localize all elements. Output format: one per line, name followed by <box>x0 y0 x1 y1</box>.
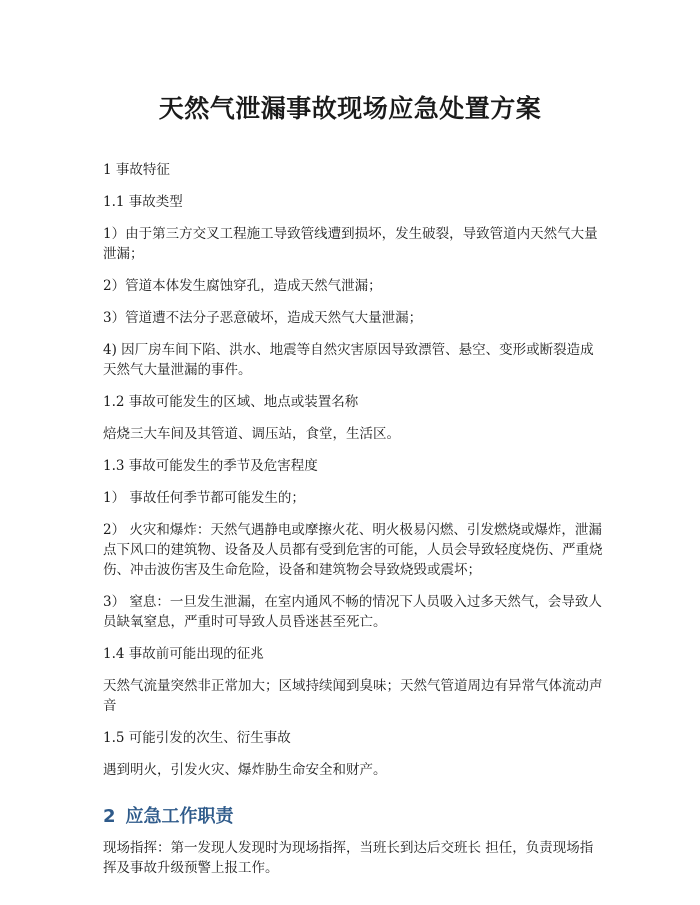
section-1-heading: 1 事故特征 <box>103 162 170 178</box>
list-item-accident-type-1: 1）由于第三方交叉工程施工导致管线遭到损坏，发生破裂，导致管道内天然气大量泄漏； <box>103 226 598 262</box>
list-item-accident-type-3: 3）管道遭不法分子恶意破坏，造成天然气大量泄漏； <box>103 310 423 326</box>
document-body <box>103 160 603 890</box>
paragraph-secondary-accidents: 遇到明火，引发火灾、爆炸胁生命安全和财产。 <box>103 762 387 778</box>
subsection-1-1-heading: 1.1 事故类型 <box>103 194 183 210</box>
subsection-1-5-heading: 1.5 可能引发的次生、衍生事故 <box>103 730 291 746</box>
list-item-fire-explosion: 2） 火灾和爆炸：天然气遇静电或摩擦火花、明火极易闪燃、引发燃烧或爆炸，泄漏点下风口的建筑物、设备及人员都有受到危害的可能，人员会导致轻度烧伤、严重烧伤、冲击波伤害及生命危险，设备和建筑物会导致烧毁或震坏； <box>103 522 603 578</box>
list-item-accident-type-4: 4) 因厂房车间下陷、洪水、地震等自然灾害原因导致漂管、悬空、变形或断裂造成天然气大量泄漏的事件。 <box>103 342 594 378</box>
paragraph-warning-signs: 天然气流量突然非正常加大；区域持续闻到臭味；天然气管道周边有异常气体流动声音 <box>103 678 603 714</box>
section-2-heading <box>103 804 603 830</box>
subsection-1-3-heading: 1.3 事故可能发生的季节及危害程度 <box>103 458 318 474</box>
paragraph-site-command: 现场指挥：第一发现人发现时为现场指挥，当班长到达后交班长 担任，负责现场指挥及事故升级预警上报工作。 <box>103 840 594 876</box>
section-2-number: 2 <box>103 806 116 827</box>
section-2-title: 应急工作职责 <box>125 806 234 827</box>
document-title: 天然气泄漏事故现场应急处置方案 <box>158 94 542 123</box>
subsection-1-4-heading: 1.4 事故前可能出现的征兆 <box>103 646 264 662</box>
list-item-suffocation: 3） 窒息：一旦发生泄漏，在室内通风不畅的情况下人员吸入过多天然气，会导致人员缺氧窒息，严重时可导致人员昏迷甚至死亡。 <box>103 594 602 630</box>
list-item-accident-type-2: 2）管道本体发生腐蚀穿孔，造成天然气泄漏； <box>103 278 382 294</box>
subsection-1-2-heading: 1.2 事故可能发生的区域、地点或装置名称 <box>103 394 359 410</box>
list-item-season: 1） 事故任何季节都可能发生的； <box>103 490 305 506</box>
paragraph-locations: 焙烧三大车间及其管道、调压站，食堂，生活区。 <box>103 426 400 442</box>
